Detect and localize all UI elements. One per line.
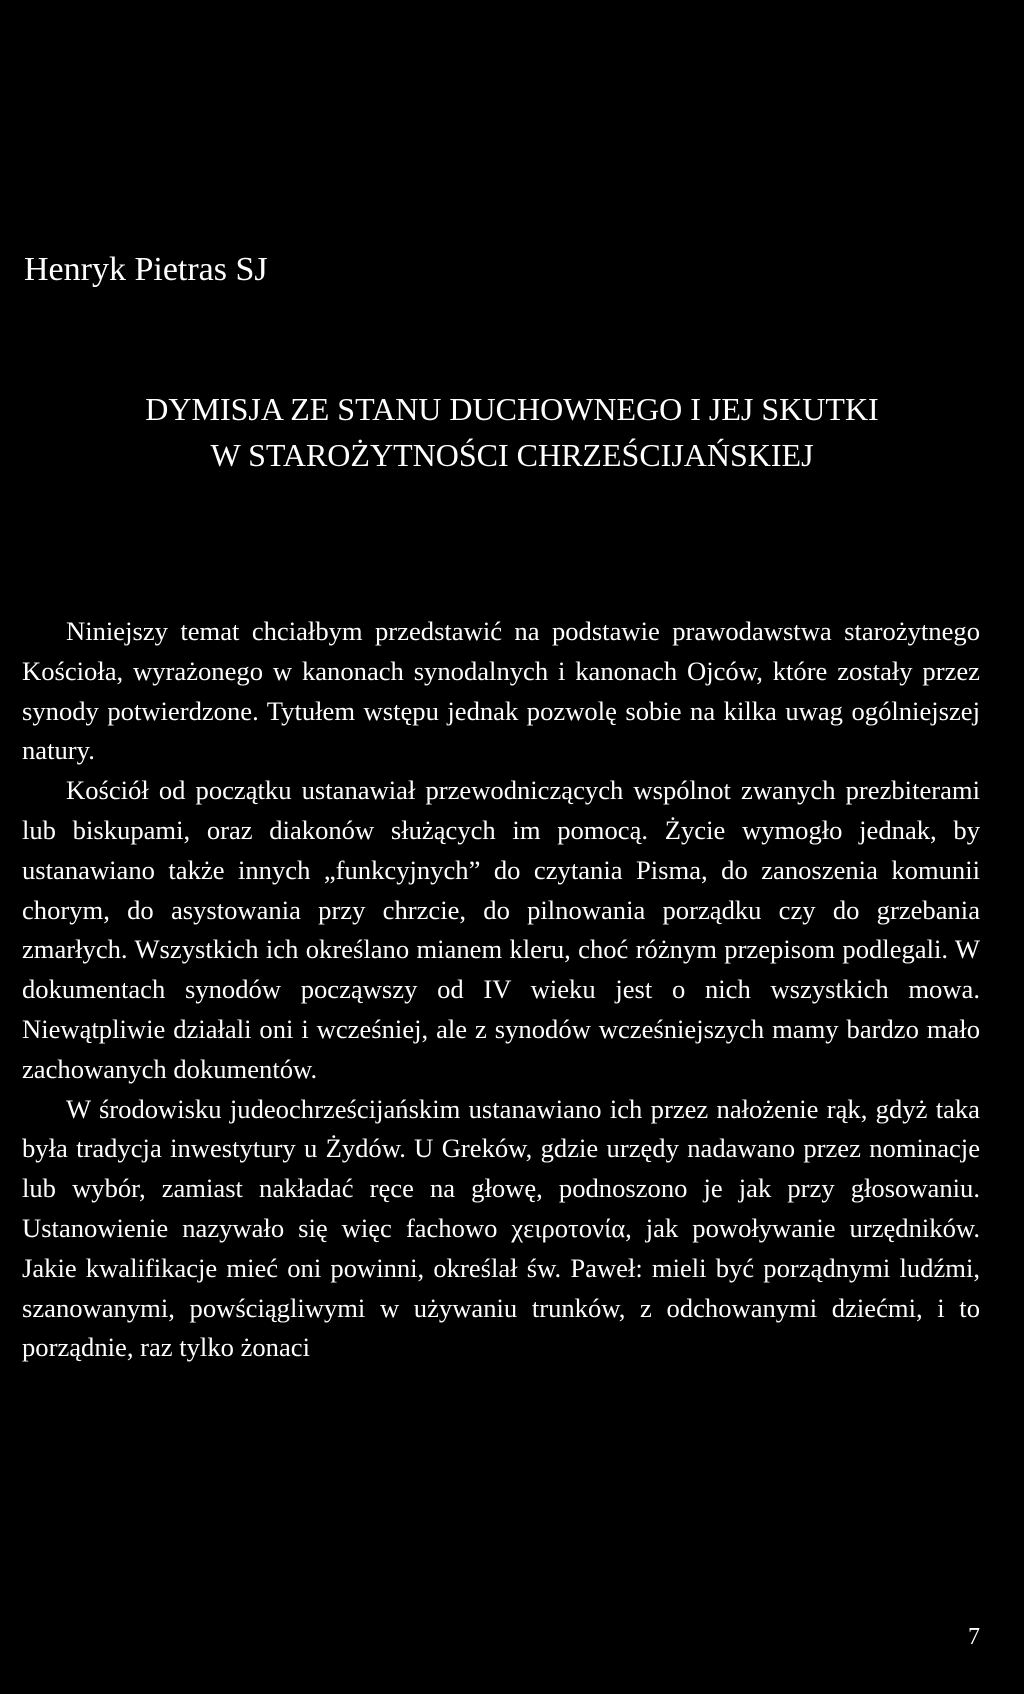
article-title-line-1: DYMISJA ZE STANU DUCHOWNEGO I JEJ SKUTKI — [145, 391, 879, 427]
body-paragraph-3: W środowisku judeochrześcijańskim ustanawiano ich przez nałożenie rąk, gdyż taka była tradycja inwestytury u Żydów. U Greków, gdzie urzędy nadawano przez nominacje lub wybór, zamiast nakładać ręce na głowę, podnoszono je jak przy głosowaniu. Ustanowienie nazywało się więc fachowo χειροτονία, jak powoływanie urzędników. Jakie kwalifikacje mieć oni powinni, określał św. Paweł: mieli być porządnymi ludźmi, szanowanymi, powściągliwymi w używaniu trunków, z odchowanymi dziećmi, i to porządnie, raz tylko żonaci — [22, 1093, 980, 1363]
article-title-line-2: W STAROŻYTNOŚCI CHRZEŚCIJAŃSKIEJ — [210, 437, 814, 473]
article-body — [22, 612, 980, 1368]
author-name: Henryk Pietras SJ — [24, 251, 268, 288]
page-number: 7 — [968, 1624, 980, 1650]
body-paragraph-1: Niniejszy temat chciałbym przedstawić na podstawie prawodawstwa starożytnego Kościoła, wyrażonego w kanonach synodalnych i kanonach Ojców, które zostały przez synody potwierdzone. Tytułem wstępu jednak pozwolę sobie na kilka uwag ogólniejszej natury. — [22, 616, 980, 766]
body-paragraph-2: Kościół od początku ustanawiał przewodniczących wspólnot zwanych prezbiterami lub biskupami, oraz diakonów służących im pomocą. Życie wymogło jednak, by ustanawiano także innych „funkcyjnych” do czytania Pisma, do zanoszenia komunii chorym, do asystowania przy chrzcie, do pilnowania porządku czy do grzebania zmarłych. Wszystkich ich określano mianem kleru, choć różnym przepisom podlegali. W dokumentach synodów począwszy od IV wieku jest o nich wszystkich mowa. Niewątpliwie działali oni i wcześniej, ale z synodów wcześniejszych mamy bardzo mało zachowanych dokumentów. — [22, 775, 980, 1084]
article-title — [0, 386, 1024, 478]
